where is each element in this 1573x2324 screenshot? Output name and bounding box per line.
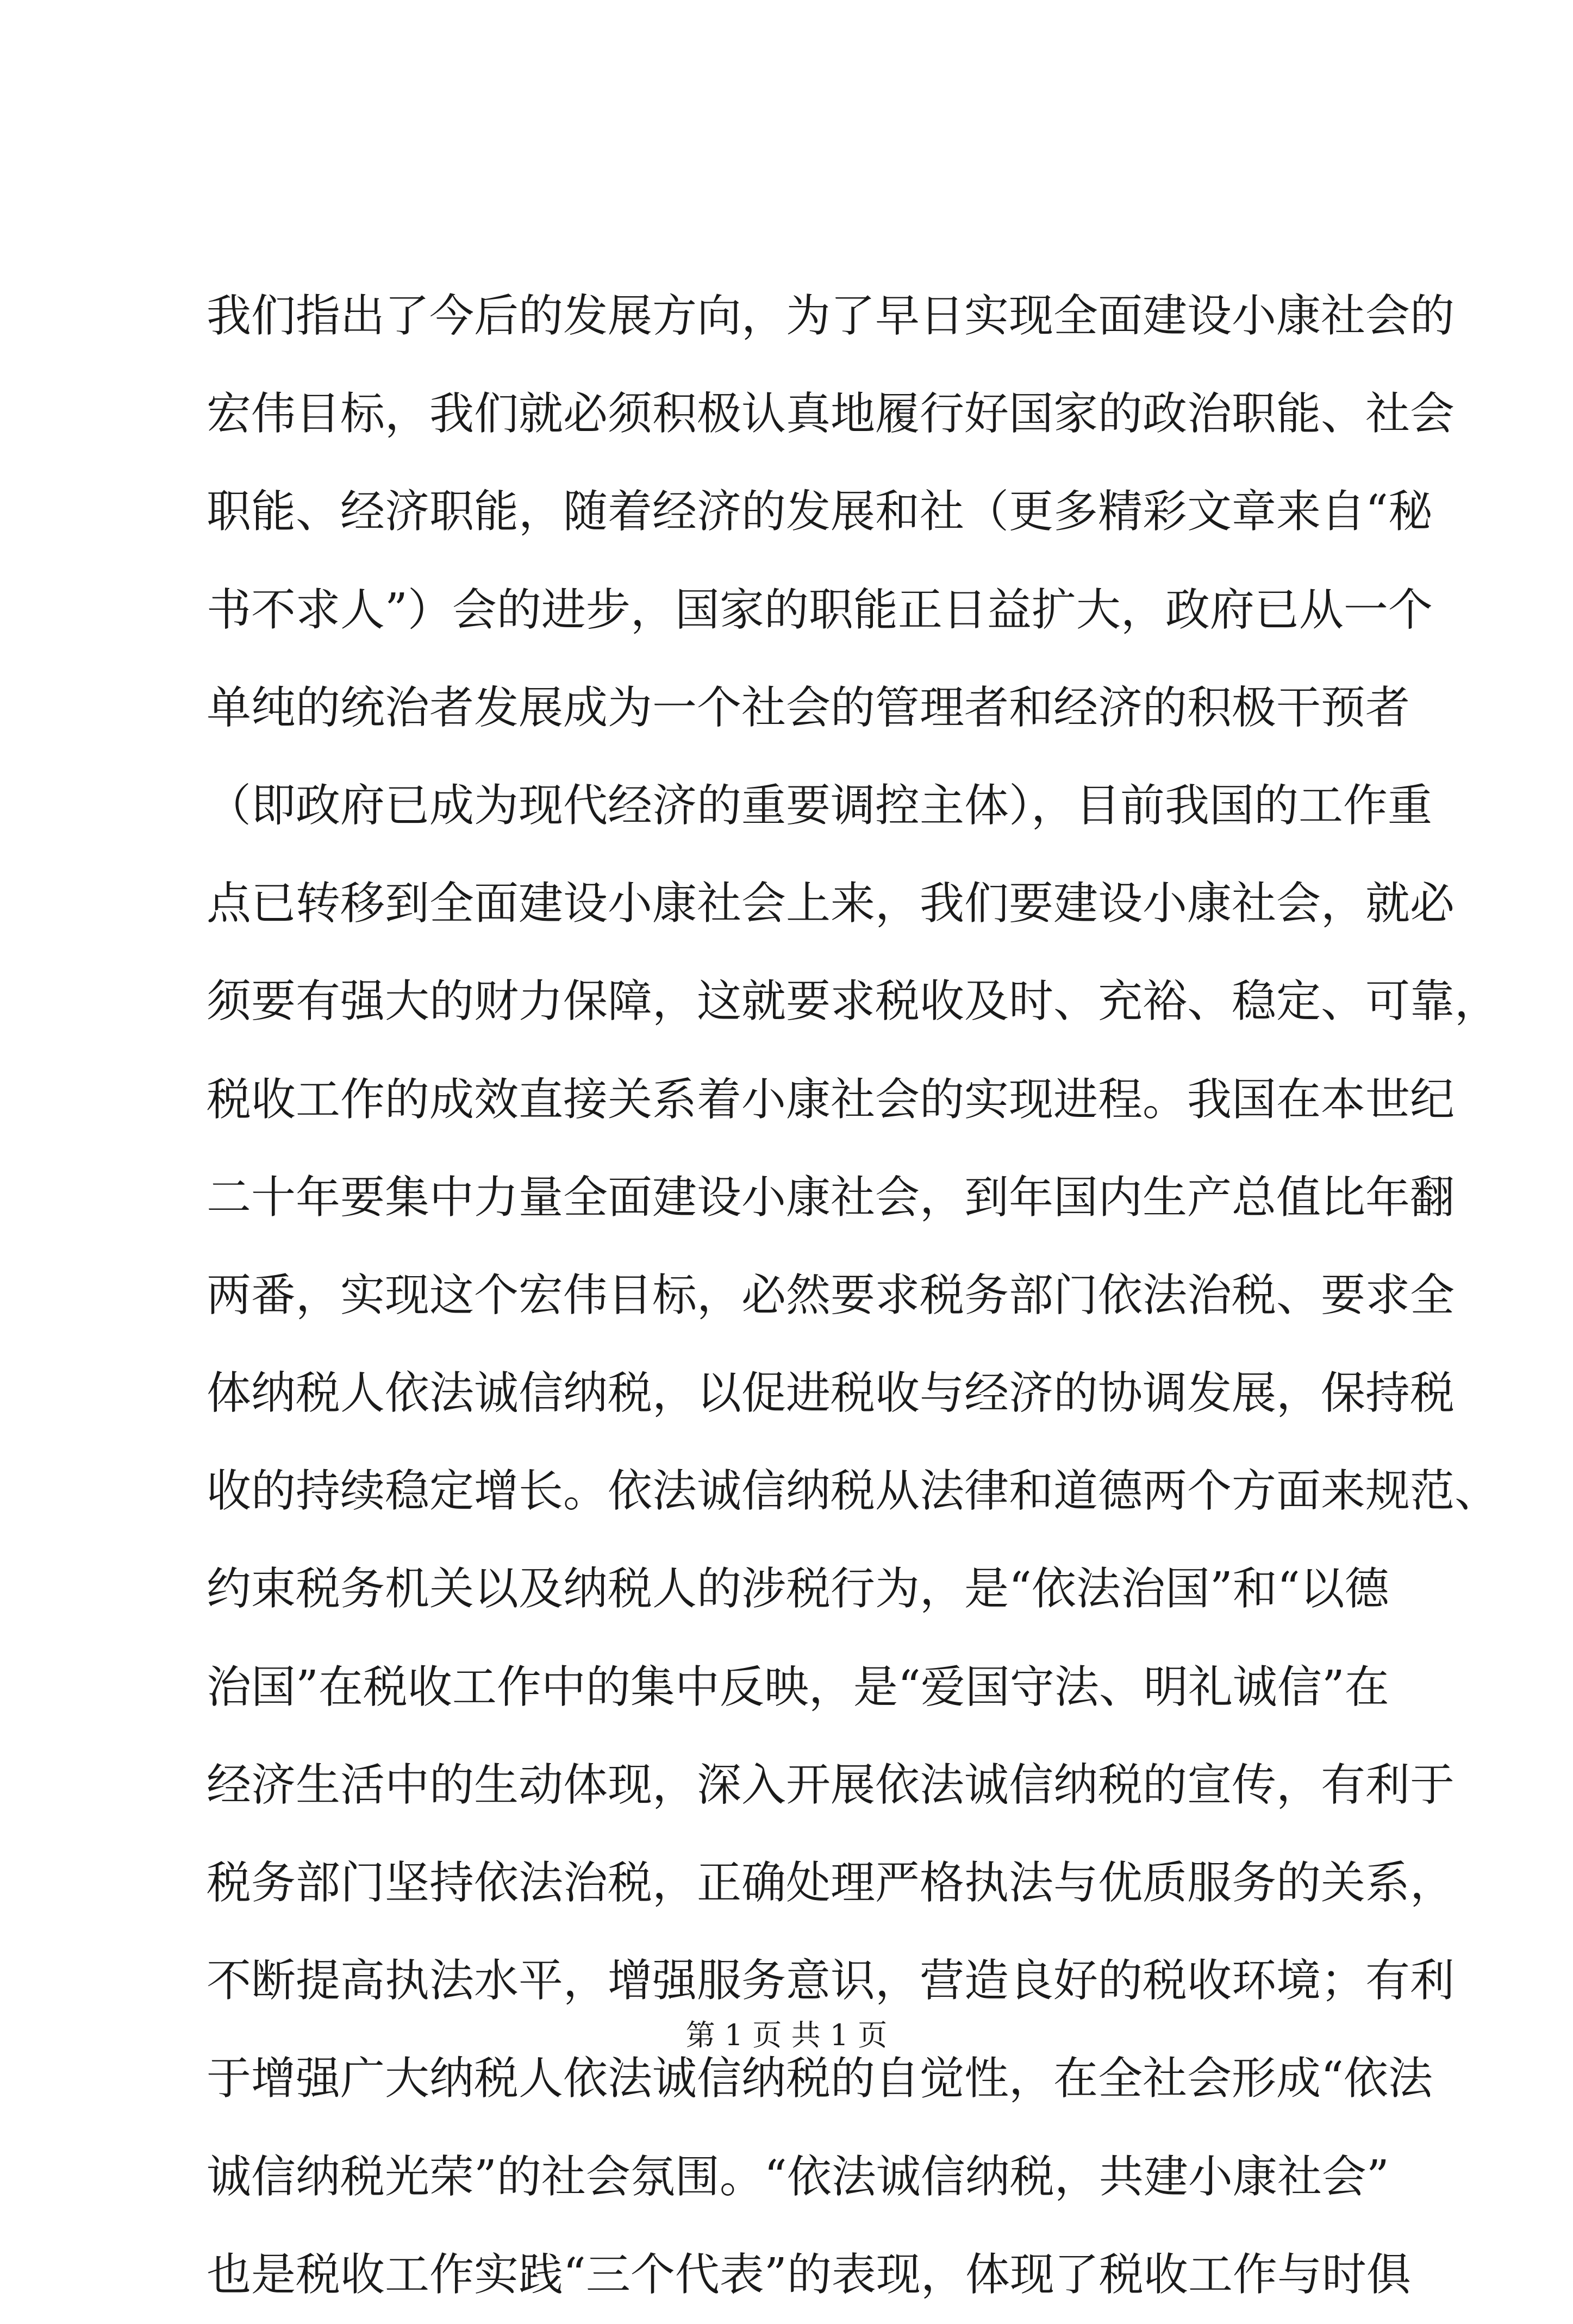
text-line: 单纯的统治者发展成为一个社会的管理者和经济的积极干预者 <box>207 682 1410 734</box>
text-line: 我们指出了今后的发展方向，为了早日实现全面建设小康社会的 <box>207 290 1455 342</box>
text-line: 须要有强大的财力保障，这就要求税收及时、充裕、稳定、可靠， <box>207 976 1500 1028</box>
text-line: 税务部门坚持依法治税，正确处理严格执法与优质服务的关系， <box>207 1857 1455 1909</box>
text-line: 也是税收工作实践“三个代表”的表现，体现了税收工作与时俱 <box>207 2248 1411 2301</box>
page-number-label: 第 1 页 共 1 页 <box>685 2018 888 2052</box>
text-line: 税收工作的成效直接关系着小康社会的实现进程。我国在本世纪 <box>207 1073 1455 1126</box>
text-line: 职能、经济职能，随着经济的发展和社（更多精彩文章来自“秘 <box>207 486 1433 538</box>
text-line: 宏伟目标，我们就必须积极认真地履行好国家的政治职能、社会 <box>207 388 1455 440</box>
text-line: 于增强广大纳税人依法诚信纳税的自觉性，在全社会形成“依法 <box>207 2053 1433 2105</box>
text-line: 两番，实现这个宏伟目标，必然要求税务部门依法治税、要求全 <box>207 1269 1455 1321</box>
text-line: 不断提高执法水平，增强服务意识，营造良好的税收环境；有利 <box>207 1955 1455 2007</box>
page-footer <box>0 2014 1573 2057</box>
text-line: 二十年要集中力量全面建设小康社会，到年国内生产总值比年翻 <box>207 1171 1455 1223</box>
text-line: 诚信纳税光荣”的社会氛围。“依法诚信纳税，共建小康社会” <box>207 2151 1389 2203</box>
text-line: （即政府已成为现代经济的重要调控主体），目前我国的工作重 <box>207 779 1433 832</box>
text-line: 经济生活中的生动体现，深入开展依法诚信纳税的宣传，有利于 <box>207 1759 1455 1811</box>
text-line: 治国”在税收工作中的集中反映，是“爱国守法、明礼诚信”在 <box>207 1661 1389 1713</box>
text-line: 体纳税人依法诚信纳税，以促进税收与经济的协调发展，保持税 <box>207 1367 1455 1420</box>
text-line: 约束税务机关以及纳税人的涉税行为，是“依法治国”和“以德 <box>207 1563 1389 1615</box>
text-line: 收的持续稳定增长。依法诚信纳税从法律和道德两个方面来规范、 <box>207 1465 1500 1517</box>
text-line: 书不求人”）会的进步，国家的职能正日益扩大，政府已从一个 <box>207 584 1433 636</box>
text-line: 点已转移到全面建设小康社会上来，我们要建设小康社会，就必 <box>207 878 1455 930</box>
